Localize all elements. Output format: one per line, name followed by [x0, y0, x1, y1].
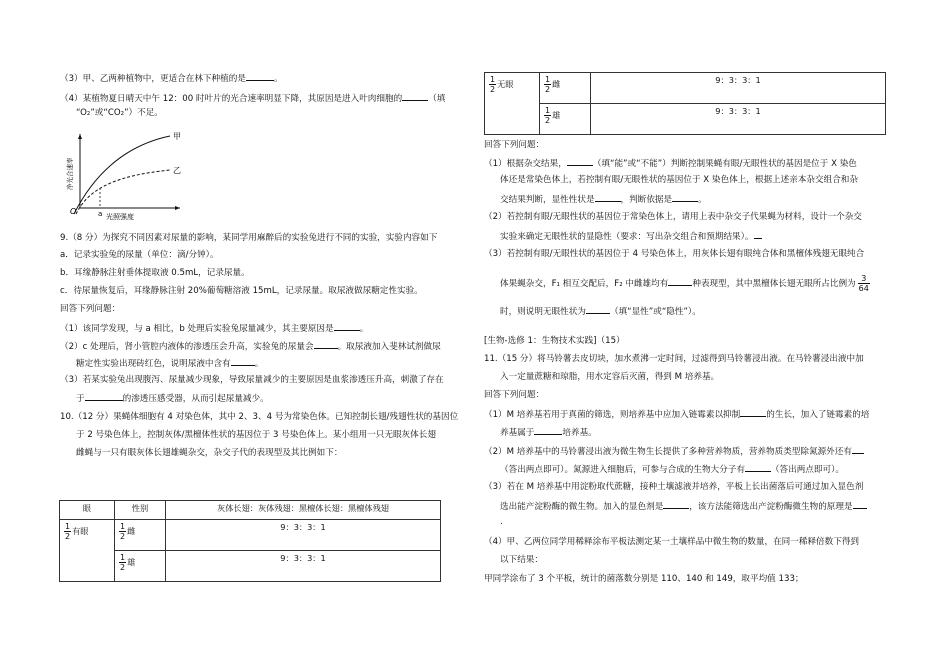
q9-step-a: a．记录实验兔的尿量（单位：滴/分钟）。	[60, 250, 219, 260]
table-header-row	[60, 501, 441, 520]
s1-line-1: （1）M 培养基若用于真菌的筛选，则培养基中应加入链霉素以抑制 的生长，加入了链霉素的培	[484, 407, 869, 422]
s5-line: 甲同学涂布了 3 个平板，统计的菌落数分别是 110、140 和 149，取平均值 133；	[484, 574, 804, 584]
q9-2: （2）c 处理后，肾小管腔内液体的渗透压会升高，实验兔的尿量会 。取尿液加入斐林试剂做尿	[60, 339, 441, 354]
answer-blank	[668, 276, 692, 286]
answer-blank	[402, 91, 428, 101]
answer-blank	[246, 71, 274, 81]
r3-line-2: 体果蝇杂交，F₁ 相互交配后，F₂ 中雌雄均有 种表现型，其中黑檀体长翅无眼所占比例为 $\frac{3}{64}$	[500, 274, 869, 293]
table-row	[60, 551, 441, 582]
y-axis-label: 净光合速率	[66, 157, 74, 190]
s4-line-1: （4）甲、乙两位同学用稀释涂布平板法测定某一土壤样品中微生物的数量，在同一稀释倍数下得到	[484, 537, 860, 547]
q4-line-1: （4）某植物夏日晴天中午 12：00 时叶片的光合速率明显下降，其原因是进入叶肉细胞的 （填	[60, 91, 445, 106]
s2-line-2: （答出两点即可）。氮源进入细胞后，可参与合成的生物大分子有 （答出两点即可）。	[500, 462, 844, 477]
answer-blank	[852, 444, 864, 454]
ratio-cell: 9：3：3：1	[166, 520, 441, 551]
r1-line-3: 交结果判断，显性性状是 ，判断依据是 。	[500, 192, 707, 207]
q11-ask: 回答下列问题：	[484, 390, 545, 400]
table-row	[485, 73, 886, 104]
answer-blank	[334, 321, 360, 331]
r1-line-1: （1）根据杂交结果， （填“能”或“不能”）判断控制果蝇有眼/无眼性状的基因是位于 X 染色	[484, 156, 857, 171]
ratio-cell: 9：3：3：1	[166, 551, 441, 582]
answer-blank	[745, 462, 771, 472]
row-label-cell: $\frac{1}{2}$ 有眼	[60, 520, 115, 582]
answer-blank	[85, 391, 123, 401]
sex-cell: $\frac{1}{2}$ 雌	[115, 520, 166, 551]
q3-line: （3）甲、乙两种植物中，更适合在林下种植的是 。	[60, 71, 283, 86]
table-row	[485, 104, 886, 135]
r1-line-2: 体还是常染色体上，若控制有眼/无眼性状的基因位于 X 染色体上，根据上述亲本杂交组合和杂	[500, 175, 858, 185]
answer-blank	[231, 356, 255, 366]
table-row	[60, 520, 441, 551]
curve-yi-label: 乙	[173, 166, 181, 175]
x-axis-label: 光照强度	[106, 213, 134, 220]
answer-blank	[740, 407, 766, 417]
q10-line-3: 雌蝇与一只有眼灰体长翅雄蝇杂交，杂交子代的表现型及其比例如下：	[76, 448, 343, 458]
answer-blank	[595, 192, 621, 202]
fraction-3-64: $\frac{3}{64}$	[858, 274, 869, 293]
y-axis-arrow	[78, 134, 82, 139]
q9-3-cont: 于 的渗透压感受器，从而引起尿量减少。	[76, 391, 269, 406]
curve-yi	[76, 170, 170, 214]
answer-blank	[314, 339, 338, 349]
q9-step-b: b．耳缘静脉注射垂体提取液 0.5mL，记录尿量。	[60, 268, 250, 278]
q11-line-1: 11.（15 分）将马铃薯去皮切块，加水煮沸一定时间，过滤得到马铃薯浸出液。在马铃薯浸出液中加	[484, 354, 864, 364]
sex-cell: $\frac{1}{2}$ 雌	[540, 73, 591, 104]
section-title: [生物-选修 1：生物技术实践]（15）	[484, 336, 625, 346]
r3-line-3: 时，则说明无眼性状为 （填“显性”或“隐性”）。	[500, 304, 701, 319]
answer-blank	[754, 229, 762, 239]
s4-line-2: 以下结果：	[500, 555, 543, 565]
fraction: $\frac{1}{2}$	[65, 522, 71, 541]
fly-table-left	[59, 500, 441, 582]
s1-line-2: 养基属于 培养基。	[500, 425, 597, 440]
sex-cell: $\frac{1}{2}$ 雄	[115, 551, 166, 582]
answer-blank	[663, 499, 689, 509]
r3-line-1: （3）若控制有眼/无眼性状的基因位于 4 号染色体上，用灰体长翅有眼纯合体和黑檀体残翅无眼纯合	[484, 249, 865, 259]
s3-line-1: （3）若在 M 培养基中用淀粉取代蔗糖，接种土壤滤液并培养，平板上长出菌落后可通过加入显色剂	[484, 482, 864, 492]
q9-2-cont: 糖定性实验出现砖红色，说明尿液中含有 。	[76, 356, 263, 371]
fly-table-right	[484, 72, 886, 135]
s3-line-2: 选出能产淀粉酶的微生物。加入的显色剂是 ，该方法能筛选出产淀粉酶微生物的原理是	[500, 499, 867, 514]
q9-ask: 回答下列问题：	[60, 304, 121, 314]
r2-line-1: （2）若控制有眼/无眼性状的基因位于常染色体上，请用上表中杂交子代果蝇为材料，设计一个杂交	[484, 212, 862, 222]
right-ask: 回答下列问题：	[484, 140, 545, 150]
q4-line-2: “O₂”或“CO₂”）不足。	[76, 108, 163, 118]
q10-line-1: 10.（12 分）果蝇体细胞有 4 对染色体，其中 2、3、4 号为常染色体。已知控制长翅/残翅性状的基因位	[60, 412, 459, 422]
header-ratio: 灰体长翅：灰体残翅：黑檀体长翅：黑檀体残翅	[166, 501, 441, 520]
answer-blank	[534, 425, 562, 435]
x-axis-arrow	[175, 206, 180, 210]
header-sex: 性别	[115, 501, 166, 520]
q9-1: （1）该同学发现，与 a 相比，b 处理后实验兔尿量减少，其主要原因是 。	[60, 321, 368, 336]
answer-blank	[672, 192, 698, 202]
sex-cell: $\frac{1}{2}$ 雄	[540, 104, 591, 135]
origin-label: O	[70, 207, 77, 216]
ratio-cell: 9：3：3：1	[591, 73, 886, 104]
q11-line-2: 入一定量蔗糖和琼脂，用水定容后灭菌，得到 M 培养基。	[500, 372, 720, 382]
a-label: a	[98, 210, 103, 218]
s3-line-3: .	[500, 517, 503, 527]
curve-jia	[74, 136, 170, 214]
curve-jia-label: 甲	[173, 132, 181, 141]
header-eye: 眼	[60, 501, 115, 520]
answer-blank	[567, 156, 593, 166]
r2-line-2: 实验来确定无眼性状的显隐性（要求：写出杂交组合和预期结果）。	[500, 229, 762, 244]
answer-blank	[853, 499, 867, 509]
s2-line-1: （2）M 培养基中的马铃薯浸出液为微生物生长提供了多种营养物质，营养物质类型除氮源外还有	[484, 444, 864, 459]
row-label-cell: $\frac{1}{2}$ 无眼	[485, 73, 540, 135]
q10-line-2: 于 2 号染色体上，控制灰体/黑檀体性状的基因位于 3 号染色体上。某小组用一只无眼灰体长翅	[76, 430, 436, 440]
q9-3: （3）若某实验兔出现腹泻、尿量减少现象，导致尿量减少的主要原因是血浆渗透压升高，刺激了存在	[60, 375, 444, 385]
answer-blank	[586, 304, 610, 314]
photosynthesis-graph	[62, 128, 192, 220]
q9-step-c: c．待尿量恢复后，耳缘静脉注射 20%葡萄糖溶液 15mL，记录尿量。取尿液做尿糖定性实验。	[60, 286, 423, 296]
q9-title: 9.（8 分）为探究不同因素对尿量的影响，某同学用麻醉后的实验兔进行不同的实验，实验内容如下	[60, 233, 438, 243]
ratio-cell: 9：3：3：1	[591, 104, 886, 135]
